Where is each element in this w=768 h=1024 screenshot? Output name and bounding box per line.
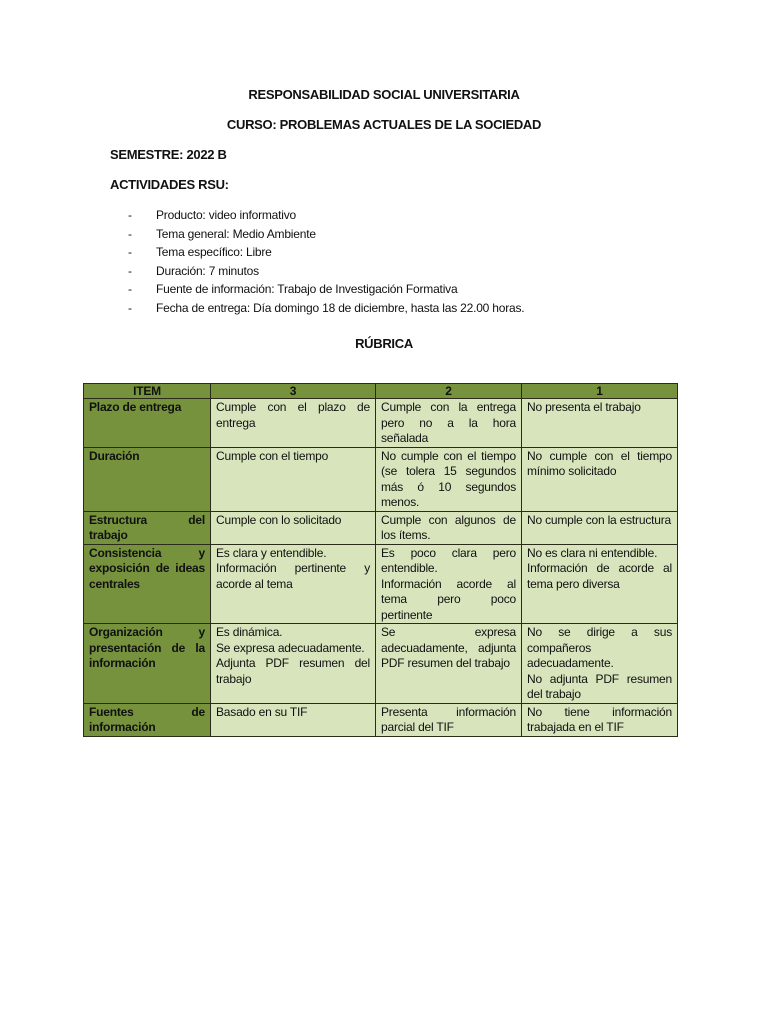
criterion-cell: Fuentes de información (84, 703, 211, 736)
score-3-cell (211, 544, 376, 624)
course-title: CURSO: PROBLEMAS ACTUALES DE LA SOCIEDAD (226, 117, 542, 132)
score-3-cell (211, 511, 376, 544)
cell-text: Es clara y entendible. (216, 545, 327, 560)
score-2-cell (376, 703, 522, 736)
cell-text: Presenta información parcial del TIF (381, 704, 516, 734)
criterion-cell: Estructura del trabajo (84, 511, 211, 544)
header-score-1: 1 (522, 384, 678, 399)
table-row (84, 447, 678, 511)
score-1-cell (522, 624, 678, 704)
table-row (84, 511, 678, 544)
cell-text: No se dirige a sus compañeros adecuadamente. (527, 625, 672, 670)
rubric-title: RÚBRICA (355, 336, 413, 351)
table-row (84, 399, 678, 448)
cell-text: Cumple con lo solicitado (216, 512, 342, 527)
score-2-cell (376, 544, 522, 624)
document-title: RESPONSABILIDAD SOCIAL UNIVERSITARIA (248, 87, 520, 102)
cell-text: Se expresa adecuadamente, adjunta PDF resumen del trabajo (381, 625, 516, 670)
score-1-cell (522, 511, 678, 544)
cell-text: No es clara ni entendible. (527, 545, 658, 560)
cell-text: Cumple con la entrega pero no a la hora señalada (381, 400, 516, 445)
rubric-body (84, 399, 678, 737)
table-header-row (84, 384, 678, 399)
cell-text: Basado en su TIF (216, 704, 308, 719)
table-row (84, 703, 678, 736)
cell-text: Se expresa adecuadamente. (216, 640, 365, 655)
cell-text: Adjunta PDF resumen del trabajo (216, 656, 370, 686)
score-2-cell (376, 447, 522, 511)
score-2-cell (376, 399, 522, 448)
table-row (84, 624, 678, 704)
criterion-cell: Organización y presentación de la información (84, 624, 211, 704)
semester-heading: SEMESTRE: 2022 B (110, 147, 227, 162)
header-item: ITEM (84, 384, 211, 399)
score-2-cell (376, 624, 522, 704)
criterion-cell: Plazo de entrega (84, 399, 211, 448)
criterion-cell: Duración (84, 447, 211, 511)
cell-text: Es poco clara pero entendible. (381, 545, 516, 575)
cell-text: No presenta el trabajo (527, 400, 641, 414)
criterion-cell: Consistencia y exposición de ideas centrales (84, 544, 211, 624)
score-3-cell (211, 447, 376, 511)
header-score-3: 3 (211, 384, 376, 399)
cell-text: Es dinámica. (216, 625, 283, 639)
cell-text: No cumple con el tiempo (se tolera 15 segundos más ó 10 segundos menos. (381, 448, 516, 509)
cell-text: No adjunta PDF resumen del trabajo (527, 671, 672, 701)
score-1-cell (522, 703, 678, 736)
cell-text: Cumple con el tiempo (216, 448, 329, 463)
score-2-cell (376, 511, 522, 544)
cell-text: Información pertinente y acorde al tema (216, 561, 370, 591)
table-row (84, 544, 678, 624)
score-1-cell (522, 447, 678, 511)
cell-text: No cumple con el tiempo mínimo solicitado (527, 448, 672, 478)
cell-text: Información acorde al tema pero poco pertinente (381, 576, 516, 622)
cell-text: No tiene información trabajada en el TIF (527, 704, 672, 734)
score-3-cell (211, 399, 376, 448)
activities-heading: ACTIVIDADES RSU: (110, 177, 229, 192)
score-3-cell (211, 624, 376, 704)
score-1-cell (522, 544, 678, 624)
cell-text: No cumple con la estructura (527, 512, 672, 527)
cell-text: Cumple con algunos de los ítems. (381, 512, 516, 542)
score-3-cell (211, 703, 376, 736)
score-1-cell (522, 399, 678, 448)
cell-text: Cumple con el plazo de entrega (216, 400, 370, 430)
rubric-table (83, 383, 678, 737)
cell-text: Información de acorde al tema pero diversa (527, 561, 672, 591)
header-score-2: 2 (376, 384, 522, 399)
